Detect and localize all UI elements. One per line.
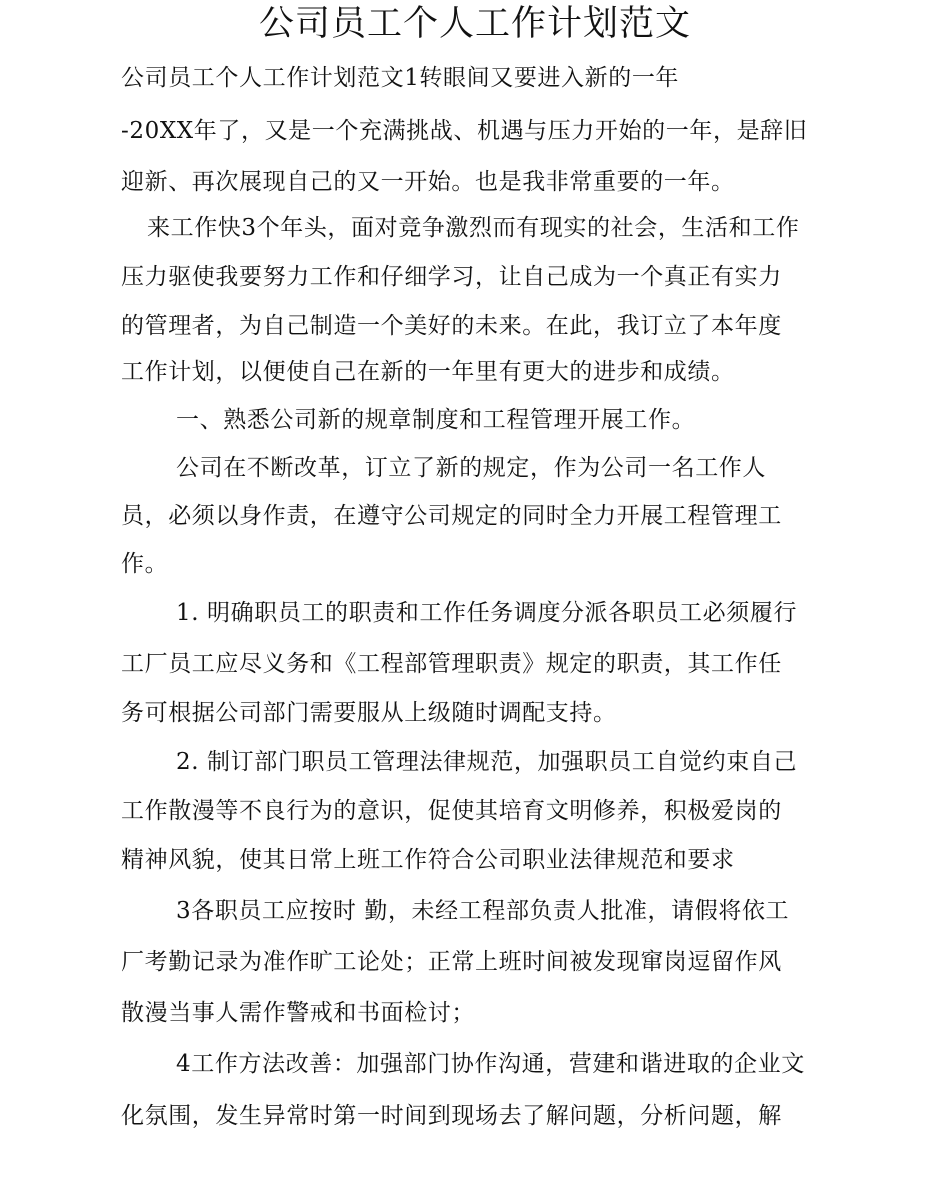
- paragraph-line: 作。: [121, 551, 169, 577]
- paragraph-line: 散漫当事人需作警戒和书面检讨；: [121, 1000, 475, 1026]
- paragraph-line: 务可根据公司部门需要服从上级随时调配支持。: [121, 700, 617, 726]
- paragraph-line: 厂考勤记录为准作旷工论处；正常上班时间被发现窜岗逗留作风: [121, 949, 782, 975]
- paragraph-line: 公司在不断改革，订立了新的规定，作为公司一名工作人: [176, 455, 766, 481]
- paragraph-line: -20XX年了，又是一个充满挑战、机遇与压力开始的一年，是辞旧: [121, 118, 808, 144]
- paragraph-line: 迎新、再次展现自己的又一开始。也是我非常重要的一年。: [121, 169, 735, 195]
- paragraph-line: 工作散漫等不良行为的意识，促使其培育文明修养，积极爱岗的: [121, 798, 782, 824]
- paragraph-line: 公司员工个人工作计划范文1转眼间又要进入新的一年: [121, 65, 680, 91]
- paragraph-line: 的管理者，为自己制造一个美好的未来。在此，我订立了本年度: [121, 313, 782, 339]
- paragraph-line: 工作计划，以便使自己在新的一年里有更大的进步和成绩。: [121, 359, 735, 385]
- list-item-line: 4工作方法改善：加强部门协作沟通，营建和谐进取的企业文: [176, 1051, 805, 1077]
- section-heading: 一、熟悉公司新的规章制度和工程管理开展工作。: [176, 407, 696, 433]
- list-item-line: 1. 明确职员工的职责和工作任务调度分派各职员工必须履行: [176, 600, 798, 626]
- paragraph-line: 精神风貌，使其日常上班工作符合公司职业法律规范和要求: [121, 847, 735, 873]
- paragraph-line: 员，必须以身作责，在遵守公司规定的同时全力开展工程管理工: [121, 503, 782, 529]
- paragraph-line: 压力驱使我要努力工作和仔细学习，让自己成为一个真正有实力: [121, 264, 782, 290]
- paragraph-line: 化氛围，发生异常时第一时间到现场去了解问题，分析问题，解: [121, 1103, 782, 1129]
- list-item-line: 3各职员工应按时 勤，未经工程部负责人批准，请假将依工: [176, 898, 790, 924]
- paragraph-line: 来工作快3个年头，面对竞争激烈而有现实的社会，生活和工作: [147, 215, 800, 241]
- paragraph-line: 工厂员工应尽义务和《工程部管理职责》规定的职责，其工作任: [121, 651, 782, 677]
- list-item-line: 2. 制订部门职员工管理法律规范，加强职员工自觉约束自己: [176, 749, 798, 775]
- document-title: 公司员工个人工作计划范文: [258, 4, 691, 44]
